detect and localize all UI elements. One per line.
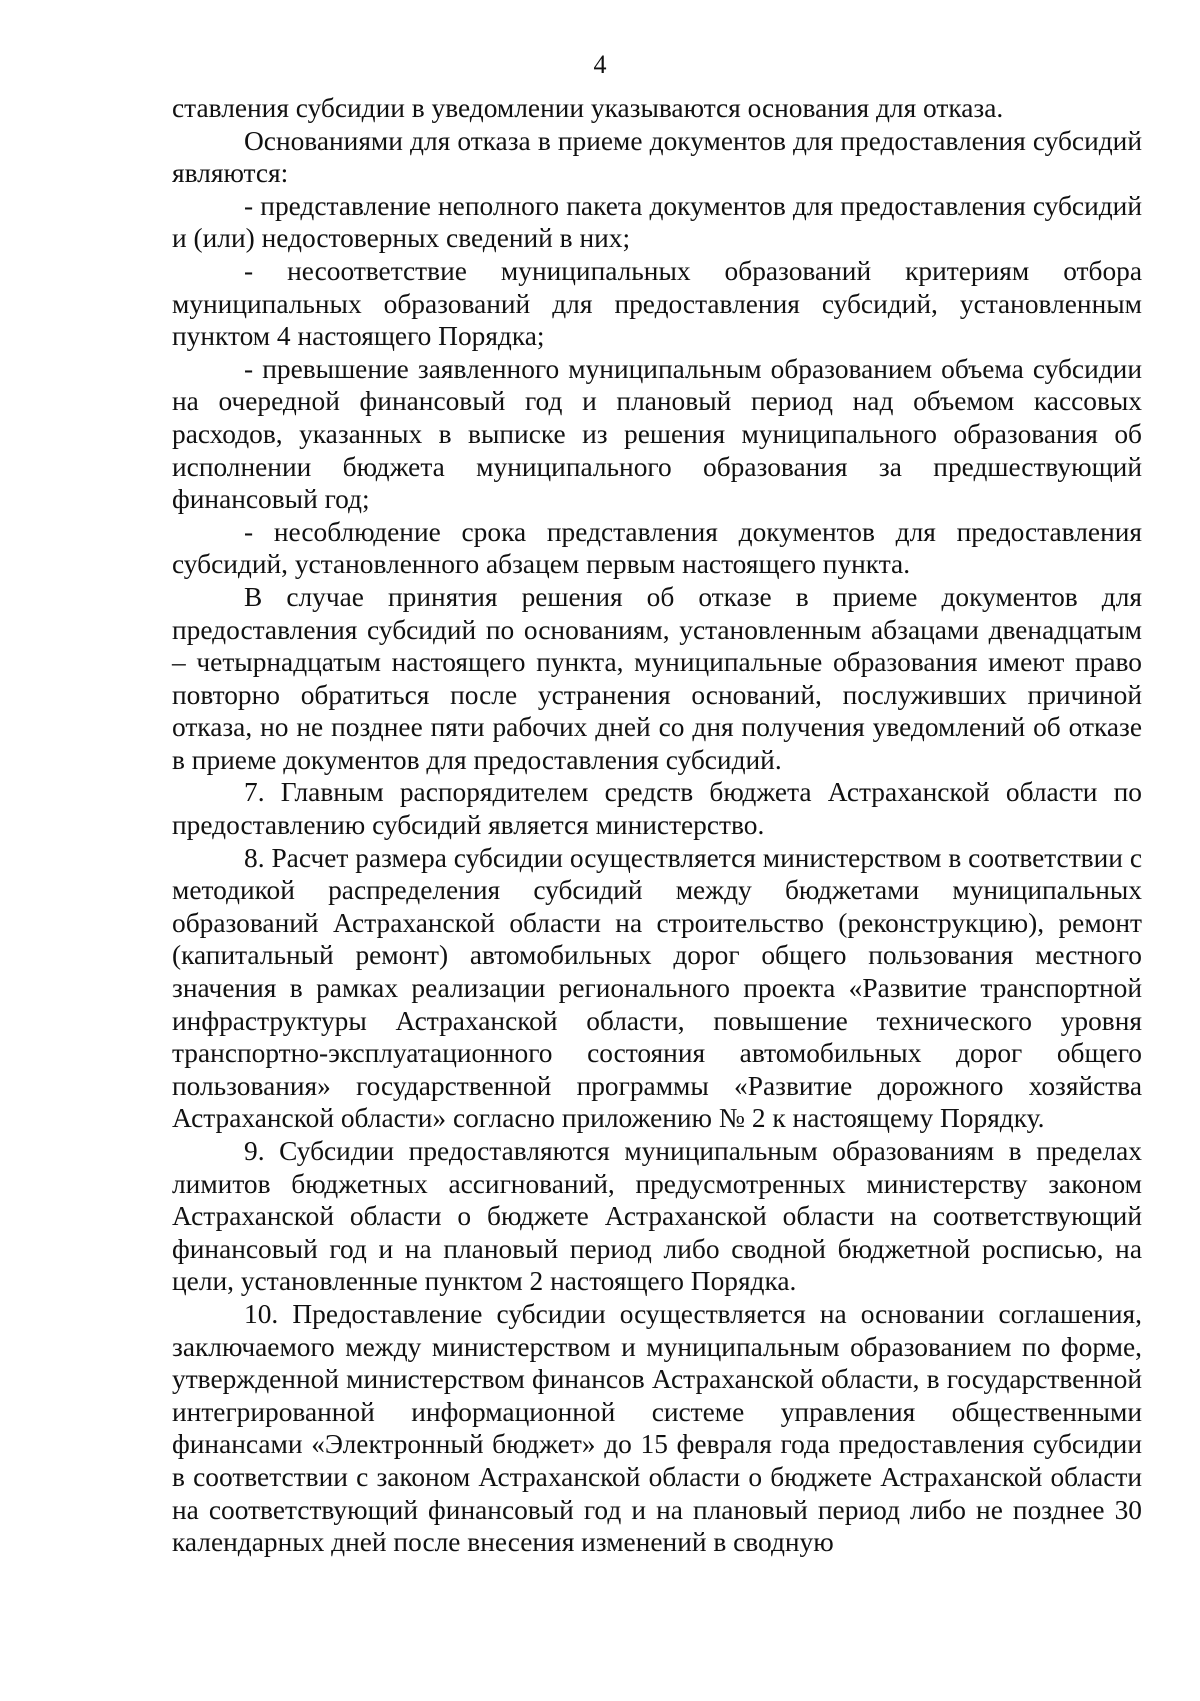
paragraph-resubmission: В случае принятия решения об отказе в приеме документов для предоставления субсидий по основаниям, установленным абзацами двенадцатым – четырнадцатым настоящего пункта, муниципальные образования имеют право повторно обратиться после устранения оснований, послуживших причиной отказа, но не позднее пяти рабочих дней со дня получения уведомлений об отказе в приеме документов для предоставления субсидий. (172, 581, 1142, 775)
list-item-volume-excess: - превышение заявленного муниципальным образованием объема субсидии на очередной финансовый год и плановый период над объемом кассовых расходов, указанных в выписке из решения муниципального образования об исполнении бюджета муниципального образования за предшествующий финансовый год; (172, 353, 1142, 515)
document-body (172, 92, 1142, 1559)
paragraph-refusal-grounds-intro: Основаниями для отказа в приеме документов для предоставления субсидий являются: (172, 125, 1142, 189)
list-item-criteria-mismatch: - несоответствие муниципальных образований критериям отбора муниципальных образований для предоставления субсидий, установленным пунктом 4 настоящего Порядка; (172, 255, 1142, 352)
paragraph-item-8: 8. Расчет размера субсидии осуществляется министерством в соответствии с методикой распределения субсидий между бюджетами муниципальных образований Астраханской области на строительство (реконструкцию), ремонт (капитальный ремонт) автомобильных дорог общего пользования местного значения в рамках реализации регионального проекта «Развитие транспортной инфраструктуры Астраханской области, повышение технического уровня транспортно-эксплуатационного состояния автомобильных дорог общего пользования» государственной программы «Развитие дорожного хозяйства Астраханской области» согласно приложению № 2 к настоящему Порядку. (172, 842, 1142, 1134)
paragraph-item-10: 10. Предоставление субсидии осуществляется на основании соглашения, заключаемого между министерством и муниципальным образованием по форме, утвержденной министерством финансов Астраханской области, в государственной интегрированной информационной системе управления общественными финансами «Электронный бюджет» до 15 февраля года предоставления субсидии в соответствии с законом Астраханской области о бюджете Астраханской области на соответствующий финансовый год и на плановый период либо не позднее 30 календарных дней после внесения изменений в сводную (172, 1298, 1142, 1558)
paragraph-continuation: ставления субсидии в уведомлении указываются основания для отказа. (172, 93, 1004, 123)
list-item-deadline-violation: - несоблюдение срока представления документов для предоставления субсидий, установленного абзацем первым настоящего пункта. (172, 516, 1142, 580)
page-number: 4 (593, 50, 607, 79)
paragraph-item-9: 9. Субсидии предоставляются муниципальным образованиям в пределах лимитов бюджетных ассигнований, предусмотренных министерству законом Астраханской области о бюджете Астраханской области на соответствующий финансовый год и на плановый период либо сводной бюджетной росписью, на цели, установленные пунктом 2 настоящего Порядка. (172, 1136, 1142, 1297)
list-item-incomplete-package: - представление неполного пакета документов для предоставления субсидий и (или) недостоверных сведений в них; (172, 190, 1142, 254)
paragraph-item-7: 7. Главным распорядителем средств бюджета Астраханской области по предоставлению субсидий является министерство. (172, 777, 1142, 841)
